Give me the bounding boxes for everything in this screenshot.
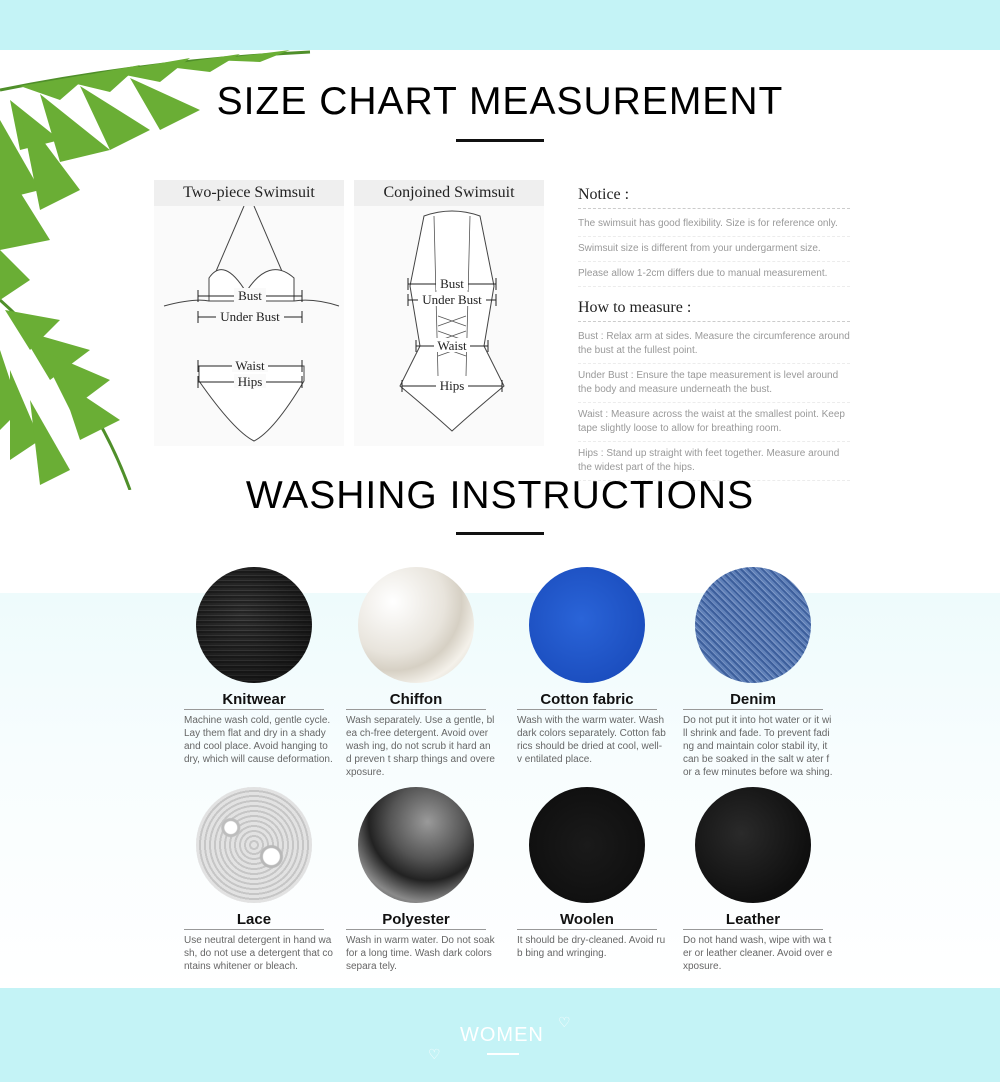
hips-label: Hips [237, 374, 263, 389]
fabric-knitwear [184, 567, 344, 766]
two-piece-diagram [154, 206, 344, 446]
fabric-care-text: Wash separately. Use a gentle, blea ch-free detergent. Avoid over wash ing, do not scrub it hard and preven t sharp things and overexposure. [346, 715, 495, 778]
notice-item: Please allow 1-2cm differs due to manual measurement. [578, 267, 850, 287]
fabric-care-text: It should be dry-cleaned. Avoid rub bing and wringing. [517, 935, 666, 959]
brand-logo: WOMEN [460, 1024, 544, 1046]
fabric-leather [683, 787, 843, 973]
denim-swatch [695, 567, 811, 683]
under-bust-label: Under Bust [422, 292, 482, 307]
fabric-name: Cotton fabric [517, 691, 657, 710]
fabric-name: Knitwear [184, 691, 324, 710]
lace-swatch [196, 787, 312, 903]
polyester-swatch [358, 787, 474, 903]
fabric-name: Denim [683, 691, 823, 710]
fabric-cotton [517, 567, 677, 766]
two-piece-heading: Two-piece Swimsuit [154, 180, 344, 206]
how-to-item: Waist : Measure across the waist at the smallest point. Keep tape slightly loose to allow for breathing room. [578, 408, 850, 442]
fabric-care-text: Wash in warm water. Do not soak for a long time. Wash dark colors separa tely. [346, 935, 495, 972]
bust-label: Bust [440, 276, 464, 291]
brand-underline [487, 1053, 519, 1055]
title-underline [456, 532, 544, 535]
how-to-item: Bust : Relax arm at sides. Measure the circumference around the bust at the fullest point. [578, 330, 850, 364]
fabric-name: Woolen [517, 911, 657, 930]
conjoined-heading: Conjoined Swimsuit [354, 180, 544, 206]
how-to-measure-heading: How to measure : [578, 299, 850, 322]
cotton-swatch [529, 567, 645, 683]
under-bust-label: Under Bust [220, 309, 280, 324]
bust-label: Bust [238, 288, 262, 303]
two-piece-panel [154, 180, 344, 446]
fabric-care-text: Do not put it into hot water or it will shrink and fade. To prevent fading and maintain color stabil ity, it can be soaked in the salt w ater for a few minutes before wa shing. [683, 715, 833, 778]
top-band [0, 0, 1000, 50]
fabric-name: Chiffon [346, 691, 486, 710]
fabric-name: Lace [184, 911, 324, 930]
fabric-name: Polyester [346, 911, 486, 930]
woolen-swatch [529, 787, 645, 903]
fabric-lace [184, 787, 344, 973]
fabric-care-text: Do not hand wash, wipe with wa ter or leather cleaner. Avoid over exposure. [683, 935, 833, 972]
how-to-item: Hips : Stand up straight with feet together. Measure around the widest part of the hips. [578, 447, 850, 481]
fabric-name: Leather [683, 911, 823, 930]
waist-label: Waist [437, 338, 467, 353]
notice-item: Swimsuit size is different from your undergarment size. [578, 242, 850, 262]
notice-item: The swimsuit has good flexibility. Size is for reference only. [578, 217, 850, 237]
how-to-item: Under Bust : Ensure the tape measurement is level around the body and measure underneath the bust. [578, 369, 850, 403]
knitwear-swatch [196, 567, 312, 683]
fabric-care-text: Use neutral detergent in hand wa sh, do not use a detergent that co ntains whitener or bleach. [184, 935, 333, 972]
heart-icon: ♡ [428, 1046, 441, 1062]
size-chart-title: SIZE CHART MEASUREMENT [216, 80, 784, 123]
notice-heading: Notice : [578, 186, 850, 209]
leather-swatch [695, 787, 811, 903]
waist-label: Waist [235, 358, 265, 373]
fabric-polyester [346, 787, 506, 973]
measurement-notes [578, 186, 850, 486]
heart-icon: ♡ [558, 1014, 571, 1030]
fabric-care-text: Wash with the warm water. Wash dark colors separately. Cotton fab rics should be dried at cool, well-v entilated place. [517, 715, 666, 765]
conjoined-panel [354, 180, 544, 446]
fabric-denim [683, 567, 843, 779]
fabric-care-text: Machine wash cold, gentle cycle. Lay them flat and dry in a shady and cool place. Avoid hanging to dry, which will cause deformation. [184, 715, 333, 765]
fabric-chiffon [346, 567, 506, 779]
chiffon-swatch [358, 567, 474, 683]
title-underline [456, 139, 544, 142]
hips-label: Hips [439, 378, 465, 393]
fabric-woolen [517, 787, 677, 960]
conjoined-diagram [354, 206, 544, 446]
washing-title: WASHING INSTRUCTIONS [245, 474, 755, 517]
